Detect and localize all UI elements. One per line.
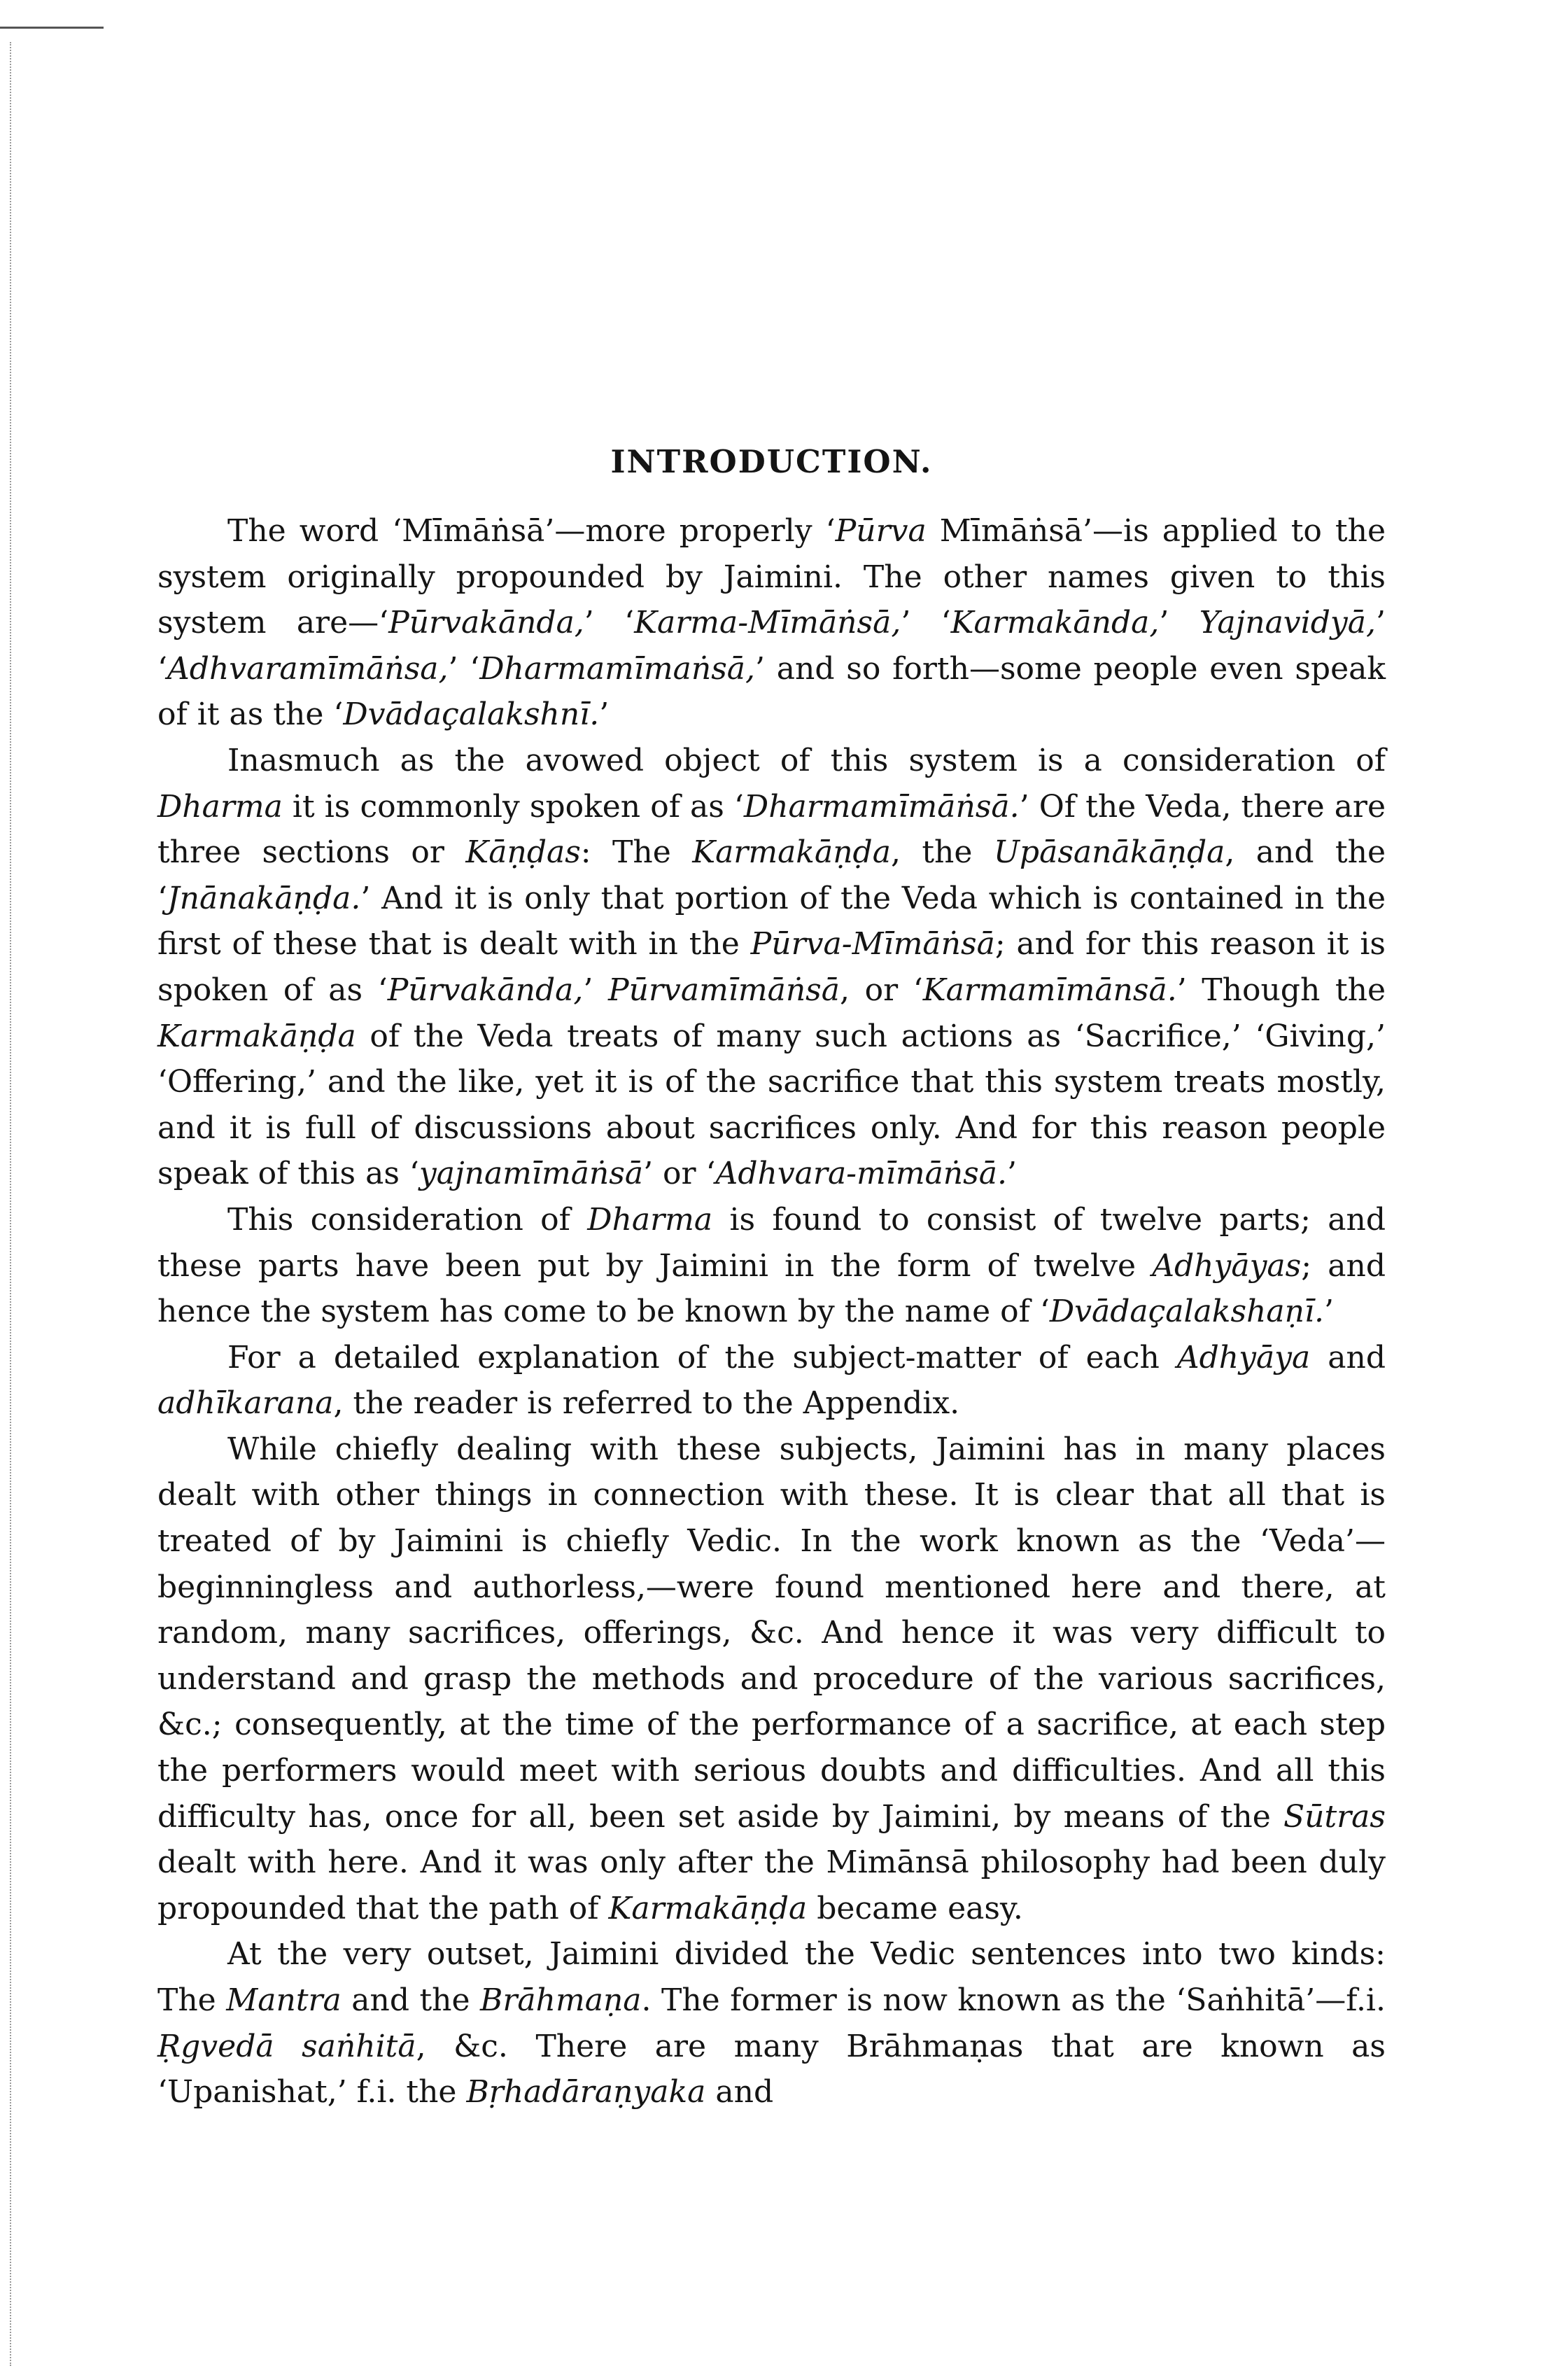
scan-binding-edge xyxy=(10,42,11,2366)
italic-term: Ṛgvedā saṅhitā xyxy=(157,2028,416,2064)
italic-term: Karmakāṇḍa xyxy=(608,1890,808,1926)
text-run: , the xyxy=(890,834,994,871)
italic-term: Pūrvakānda, xyxy=(388,605,584,641)
text-run: . The former is now known as the ‘Saṅhitā’—f.i. xyxy=(641,1982,1386,2018)
text-run: ’ xyxy=(1006,1156,1017,1192)
page-title: INTRODUCTION. xyxy=(610,443,933,480)
paragraph-p5 xyxy=(157,1427,1386,1932)
text-run: ’ And it is only that portion of the Veda which is contained in the first of these that is dealt with in the xyxy=(157,880,1386,962)
text-run: it is commonly spoken of as ‘ xyxy=(282,788,744,825)
paragraph-p3 xyxy=(157,1197,1386,1335)
text-run: of the Veda treats of many such actions as ‘Sacrifice,’ ‘Giving,’ ‘Offering,’ and the like, yet it is of the sacrifice that this system treats mostly, and it is full of discussions about sacrifices only. And for this reason people speak of this as ‘ xyxy=(157,1018,1386,1192)
text-run: This consideration of xyxy=(227,1201,588,1238)
text-run: ’ or ‘ xyxy=(643,1156,716,1192)
italic-term: Mantra xyxy=(226,1982,342,2018)
paragraph-p6 xyxy=(157,1931,1386,2115)
text-run: ’ and so forth—some people even speak of it as the ‘ xyxy=(157,650,1386,733)
text-run: became easy. xyxy=(807,1890,1023,1926)
italic-term: Yajnavidyā, xyxy=(1199,605,1376,641)
italic-term: Dharma xyxy=(157,788,283,825)
italic-term: Karma-Mīmāṅsā, xyxy=(634,605,901,641)
italic-term: adhīkarana xyxy=(157,1385,334,1422)
italic-term: Adhyāya xyxy=(1176,1339,1311,1376)
italic-term: Pūrva xyxy=(835,513,927,549)
text-run: ’ ‘ xyxy=(448,650,480,687)
italic-term: Karmakāṇḍa xyxy=(157,1018,356,1054)
text-run: Inasmuch as the avowed object of this system is a consideration of xyxy=(227,742,1386,778)
text-run: : The xyxy=(580,834,693,871)
italic-term: Adhyāyas xyxy=(1152,1247,1302,1284)
text-run: ’ ‘ xyxy=(901,605,951,641)
text-run: and xyxy=(1310,1339,1386,1376)
italic-term: Dharmamīmaṅsā, xyxy=(479,650,756,687)
text-run: ’ xyxy=(583,972,608,1008)
italic-term: Kāṇḍas xyxy=(465,834,581,871)
text-run: While chiefly dealing with these subjects, Jaimini has in many places dealt with other things in connection with these. It is clear that all that is treated of by Jaimini is chiefly Vedic. In the work known as the ‘Veda’—beginningless and authorless,—were found mentioned here and there, at random, many sacrifices, offerings, &c. And hence it was very difficult to understand and grasp the methods and procedure of the various sacrifices, &c.; consequently, at the time of the performance of a sacrifice, at each step the performers would meet with serious doubts and difficulties. And all this difficulty has, once for all, been set aside by Jaimini, by means of the xyxy=(157,1431,1386,1835)
text-run: , the reader is referred to the Appendix. xyxy=(333,1385,960,1422)
italic-term: Pūrvamīmāṅsā xyxy=(608,972,840,1008)
italic-term: Dharma xyxy=(587,1201,713,1238)
text-run: ’ xyxy=(1324,1294,1334,1330)
italic-term: Sūtras xyxy=(1283,1798,1386,1835)
text-run: The word ‘Mīmāṅsā’—more properly ‘ xyxy=(227,513,836,549)
text-run: ’ ‘ xyxy=(584,605,635,641)
italic-term: yajnamīmāṅsā xyxy=(418,1156,644,1192)
text-run: ; and for this reason it is spoken of as ‘ xyxy=(157,926,1386,1008)
paragraph-p2 xyxy=(157,738,1386,1197)
text-run: ’ ‘ xyxy=(157,605,1386,687)
text-run: ’ xyxy=(599,696,610,733)
paragraph-container xyxy=(157,508,1386,2115)
italic-term: Upāsanākāṇḍa xyxy=(993,834,1225,871)
italic-term: Pūrva-Mīmāṅsā xyxy=(750,926,995,962)
italic-term: Dharmamīmāṅsā. xyxy=(743,788,1020,825)
text-run: ’ Of the Veda, there are three sections or xyxy=(157,788,1386,871)
paragraph-p4 xyxy=(157,1335,1386,1427)
italic-term: Brāhmaṇa xyxy=(480,1982,642,2018)
italic-term: Jnānakāṇḍa. xyxy=(167,880,361,916)
page-body xyxy=(157,441,1386,2115)
text-run: , and the ‘ xyxy=(157,834,1386,916)
italic-term: Karmakāṇḍa xyxy=(692,834,891,871)
scan-edge-top xyxy=(0,27,104,29)
text-run: Mīmāṅsā’—is applied to the system originally propounded by Jaimini. The other names given to this system are—‘ xyxy=(157,513,1386,641)
text-run: At the very outset, Jaimini divided the Vedic sentences into two kinds: The xyxy=(157,1936,1386,2018)
text-run: and the xyxy=(341,1982,481,2018)
paragraph-p1 xyxy=(157,508,1386,738)
italic-term: Bṛhadāraṇyaka xyxy=(466,2074,706,2110)
text-run: ; and hence the system has come to be known by the name of ‘ xyxy=(157,1247,1386,1330)
italic-term: Adhvaramīmāṅsa, xyxy=(167,650,449,687)
text-run: is found to consist of twelve parts; and these parts have been put by Jaimini in the form of twelve xyxy=(157,1201,1386,1284)
text-run: , &c. There are many Brāhmaṇas that are known as ‘Upanishat,’ f.i. the xyxy=(157,2028,1386,2110)
italic-term: Dvādaçalakshnī. xyxy=(343,696,600,733)
text-run: dealt with here. And it was only after the Mimānsā philosophy had been duly propounded that the path of xyxy=(157,1844,1386,1926)
text-run: For a detailed explanation of the subject-matter of each xyxy=(227,1339,1177,1376)
italic-term: Karmamīmānsā. xyxy=(922,972,1177,1008)
italic-term: Karmakānda, xyxy=(950,605,1160,641)
text-run: , or ‘ xyxy=(839,972,923,1008)
text-run: ’ Though the xyxy=(1176,972,1386,1008)
italic-term: Dvādaçalakshaṇī. xyxy=(1049,1294,1324,1330)
italic-term: Pūrvakānda, xyxy=(387,972,584,1008)
italic-term: Adhvara-mīmāṅsā. xyxy=(715,1156,1007,1192)
text-run: and xyxy=(705,2074,774,2110)
text-run: ’ xyxy=(1159,605,1199,641)
